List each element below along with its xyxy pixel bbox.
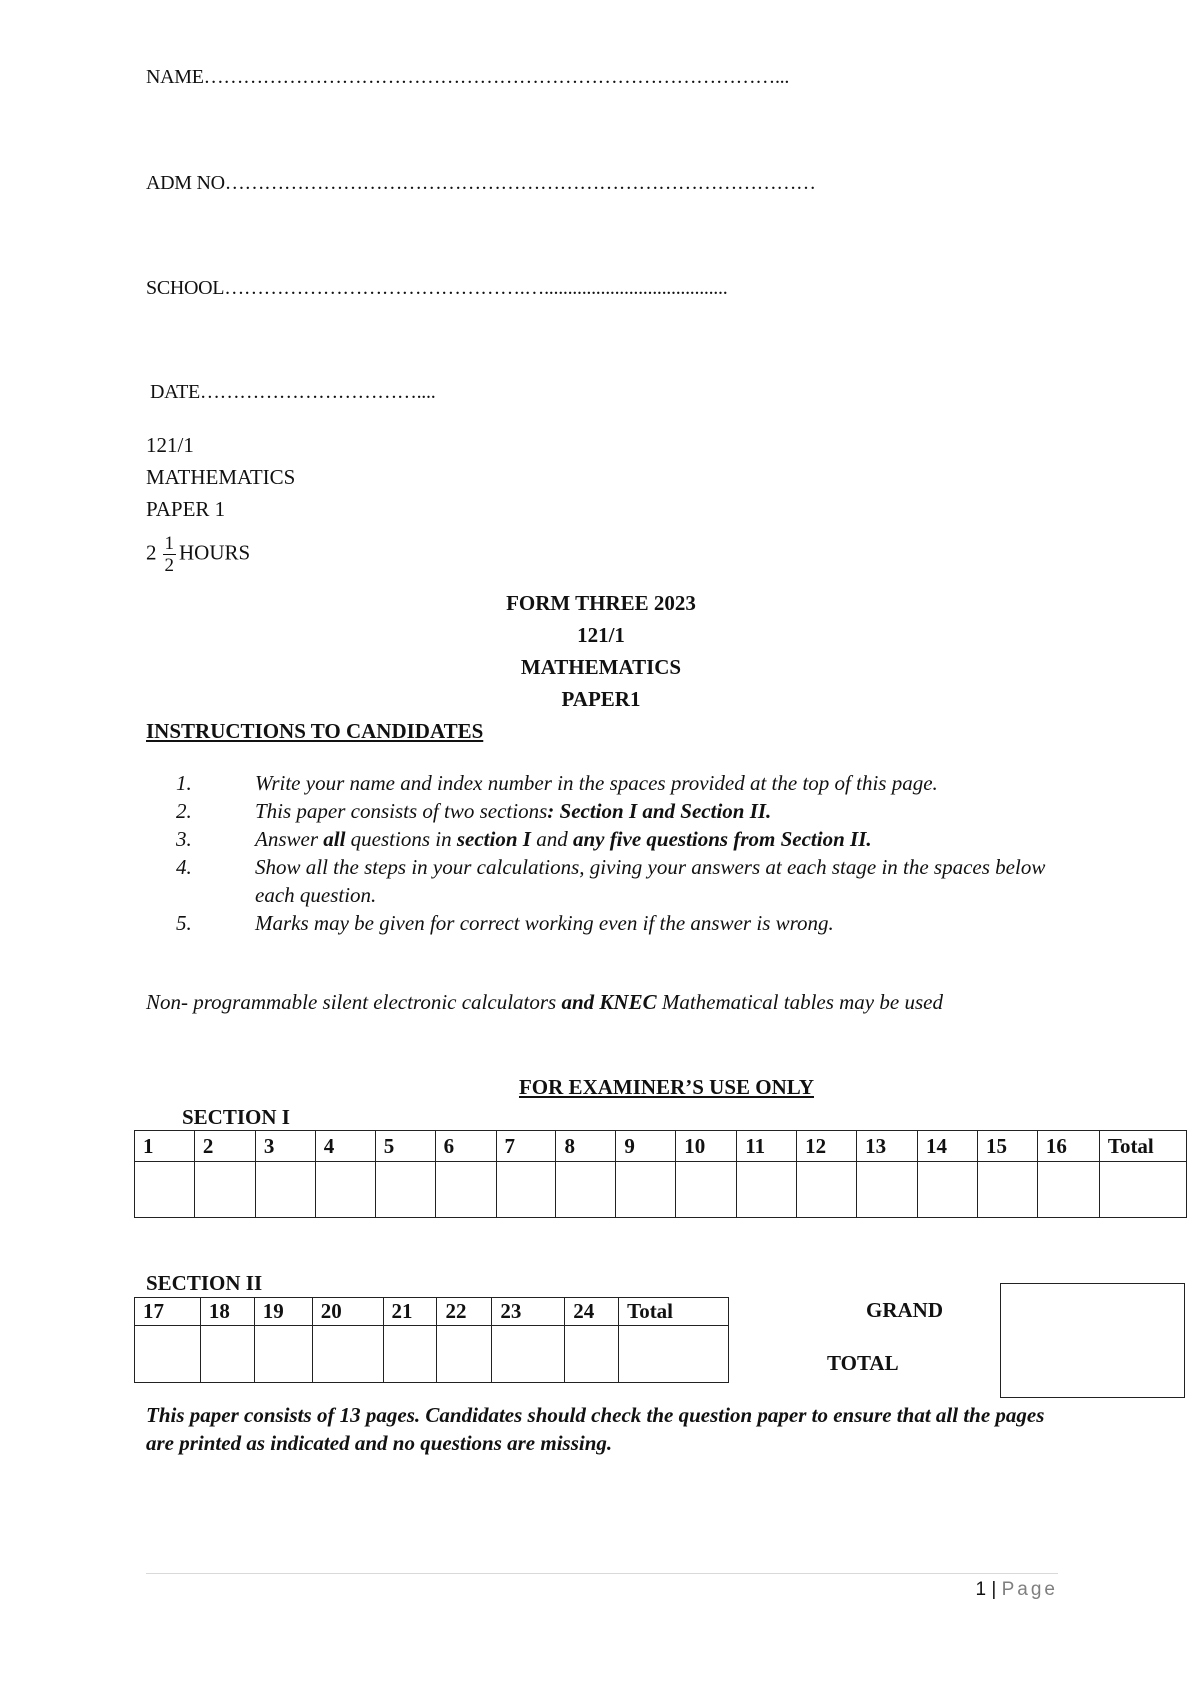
section1-header-cell: 11 xyxy=(737,1131,797,1162)
section2-score-cell[interactable] xyxy=(565,1326,619,1383)
instruction-number: 5. xyxy=(176,911,192,935)
section1-header-cell: 14 xyxy=(918,1131,978,1162)
section2-header-row xyxy=(135,1298,729,1326)
section1-header-row xyxy=(135,1131,1187,1162)
section2-score-cell[interactable] xyxy=(200,1326,254,1383)
section1-score-cell[interactable] xyxy=(556,1162,616,1218)
page-separator: | xyxy=(991,1579,997,1600)
instruction-text: Marks may be given for correct working even if the answer is wrong. xyxy=(255,911,834,935)
paper-number: PAPER 1 xyxy=(146,497,226,521)
section1-score-cell[interactable] xyxy=(315,1162,375,1218)
section1-header-cell: 13 xyxy=(857,1131,918,1162)
instructions-title: INSTRUCTIONS TO CANDIDATES xyxy=(146,719,484,743)
adm-no-field[interactable]: ADM NO……………………………………………………………………………… xyxy=(146,172,816,194)
section2-header-cell: 18 xyxy=(200,1298,254,1326)
section1-score-cell[interactable] xyxy=(676,1162,737,1218)
instruction-item xyxy=(176,909,1076,937)
instruction-number: 3. xyxy=(176,827,192,851)
total-label: TOTAL xyxy=(827,1351,899,1375)
subject-name: MATHEMATICS xyxy=(146,465,296,489)
page-number-value: 1 xyxy=(975,1579,987,1600)
section2-score-cell[interactable] xyxy=(312,1326,383,1383)
name-field[interactable]: NAME……………………………………………………………………………... xyxy=(146,66,790,88)
instruction-number: 1. xyxy=(176,771,192,795)
school-field[interactable]: SCHOOL……………………………………….…....................................... xyxy=(146,277,728,299)
section2-header-cell: 20 xyxy=(312,1298,383,1326)
grand-total-box[interactable] xyxy=(1000,1283,1185,1398)
instruction-text: Write your name and index number in the spaces provided at the top of this page. xyxy=(255,771,938,795)
section2-header-cell: 21 xyxy=(383,1298,437,1326)
heading-code: 121/1 xyxy=(577,623,625,647)
section2-score-cell[interactable] xyxy=(383,1326,437,1383)
section1-score-cell[interactable] xyxy=(1037,1162,1099,1218)
section2-header-cell: Total xyxy=(619,1298,729,1326)
section2-score-cell[interactable] xyxy=(254,1326,312,1383)
section1-score-cell[interactable] xyxy=(375,1162,435,1218)
section2-header-cell: 22 xyxy=(437,1298,492,1326)
duration xyxy=(146,533,250,576)
section2-header-cell: 24 xyxy=(565,1298,619,1326)
section2-marks-table xyxy=(134,1297,729,1383)
section1-score-cell[interactable] xyxy=(135,1162,195,1218)
section2-score-cell[interactable] xyxy=(135,1326,201,1383)
section2-score-row xyxy=(135,1326,729,1383)
section1-score-cell[interactable] xyxy=(255,1162,315,1218)
section1-header-cell: 9 xyxy=(616,1131,676,1162)
date-field[interactable]: DATE…………………………….... xyxy=(150,381,436,403)
section1-score-cell[interactable] xyxy=(857,1162,918,1218)
calculator-note: Non- programmable silent electronic calculators and KNEC Mathematical tables may be used xyxy=(146,990,943,1014)
footer-divider xyxy=(146,1573,1058,1574)
section1-score-cell[interactable] xyxy=(977,1162,1037,1218)
section1-header-cell: 2 xyxy=(194,1131,255,1162)
section2-score-cell[interactable] xyxy=(437,1326,492,1383)
heading-paper: PAPER1 xyxy=(561,687,641,711)
grand-label: GRAND xyxy=(866,1298,943,1322)
section1-label: SECTION I xyxy=(182,1105,290,1129)
section1-score-cell[interactable] xyxy=(496,1162,556,1218)
instruction-item xyxy=(176,797,1076,825)
duration-numerator: 1 xyxy=(164,533,174,554)
section2-label: SECTION II xyxy=(146,1271,263,1295)
examiner-title: FOR EXAMINER’S USE ONLY xyxy=(518,1075,814,1099)
instruction-item xyxy=(176,769,1076,797)
instruction-number: 2. xyxy=(176,799,192,823)
section2-total-cell[interactable] xyxy=(619,1326,729,1383)
section1-header-cell: 8 xyxy=(556,1131,616,1162)
section1-score-cell[interactable] xyxy=(616,1162,676,1218)
section1-score-cell[interactable] xyxy=(797,1162,857,1218)
section1-header-cell: 6 xyxy=(435,1131,496,1162)
instruction-text: Show all the steps in your calculations, giving your answers at each stage in the spaces below each question. xyxy=(255,855,1046,907)
section2-header-cell: 17 xyxy=(135,1298,201,1326)
section1-marks-table xyxy=(134,1130,1187,1218)
instruction-item xyxy=(176,853,1076,909)
section1-score-cell[interactable] xyxy=(918,1162,978,1218)
section1-header-cell: 16 xyxy=(1037,1131,1099,1162)
section1-header-cell: 1 xyxy=(135,1131,195,1162)
heading-form: FORM THREE 2023 xyxy=(506,591,696,615)
page-number xyxy=(976,1579,1058,1601)
section1-header-cell: Total xyxy=(1099,1131,1186,1162)
section1-header-cell: 4 xyxy=(315,1131,375,1162)
section2-header-cell: 19 xyxy=(254,1298,312,1326)
section1-header-cell: 7 xyxy=(496,1131,556,1162)
instruction-text: This paper consists of two sections: Section I and Section II. xyxy=(255,799,772,823)
section1-score-cell[interactable] xyxy=(737,1162,797,1218)
section1-header-cell: 12 xyxy=(797,1131,857,1162)
instruction-number: 4. xyxy=(176,855,192,879)
section1-total-cell[interactable] xyxy=(1099,1162,1186,1218)
pages-note: This paper consists of 13 pages. Candidates should check the question paper to ensure that all the pages are printed as indicated and no questions are missing. xyxy=(146,1403,1045,1455)
instruction-item xyxy=(176,825,1076,853)
duration-fraction xyxy=(163,533,177,576)
page-label: Page xyxy=(1001,1579,1058,1600)
section1-score-row xyxy=(135,1162,1187,1218)
instruction-text: Answer all questions in section I and any five questions from Section II. xyxy=(255,827,872,851)
section2-score-cell[interactable] xyxy=(492,1326,565,1383)
duration-whole: 2 xyxy=(146,540,157,565)
section2-header-cell: 23 xyxy=(492,1298,565,1326)
section1-header-cell: 10 xyxy=(676,1131,737,1162)
duration-denominator: 2 xyxy=(164,555,174,576)
section1-header-cell: 5 xyxy=(375,1131,435,1162)
section1-header-cell: 3 xyxy=(255,1131,315,1162)
section1-score-cell[interactable] xyxy=(194,1162,255,1218)
section1-header-cell: 15 xyxy=(977,1131,1037,1162)
heading-subject: MATHEMATICS xyxy=(520,655,682,679)
duration-unit: HOURS xyxy=(179,540,251,565)
paper-code: 121/1 xyxy=(146,433,194,457)
instructions-list xyxy=(176,769,1076,937)
section1-score-cell[interactable] xyxy=(435,1162,496,1218)
exam-heading xyxy=(146,587,1056,715)
